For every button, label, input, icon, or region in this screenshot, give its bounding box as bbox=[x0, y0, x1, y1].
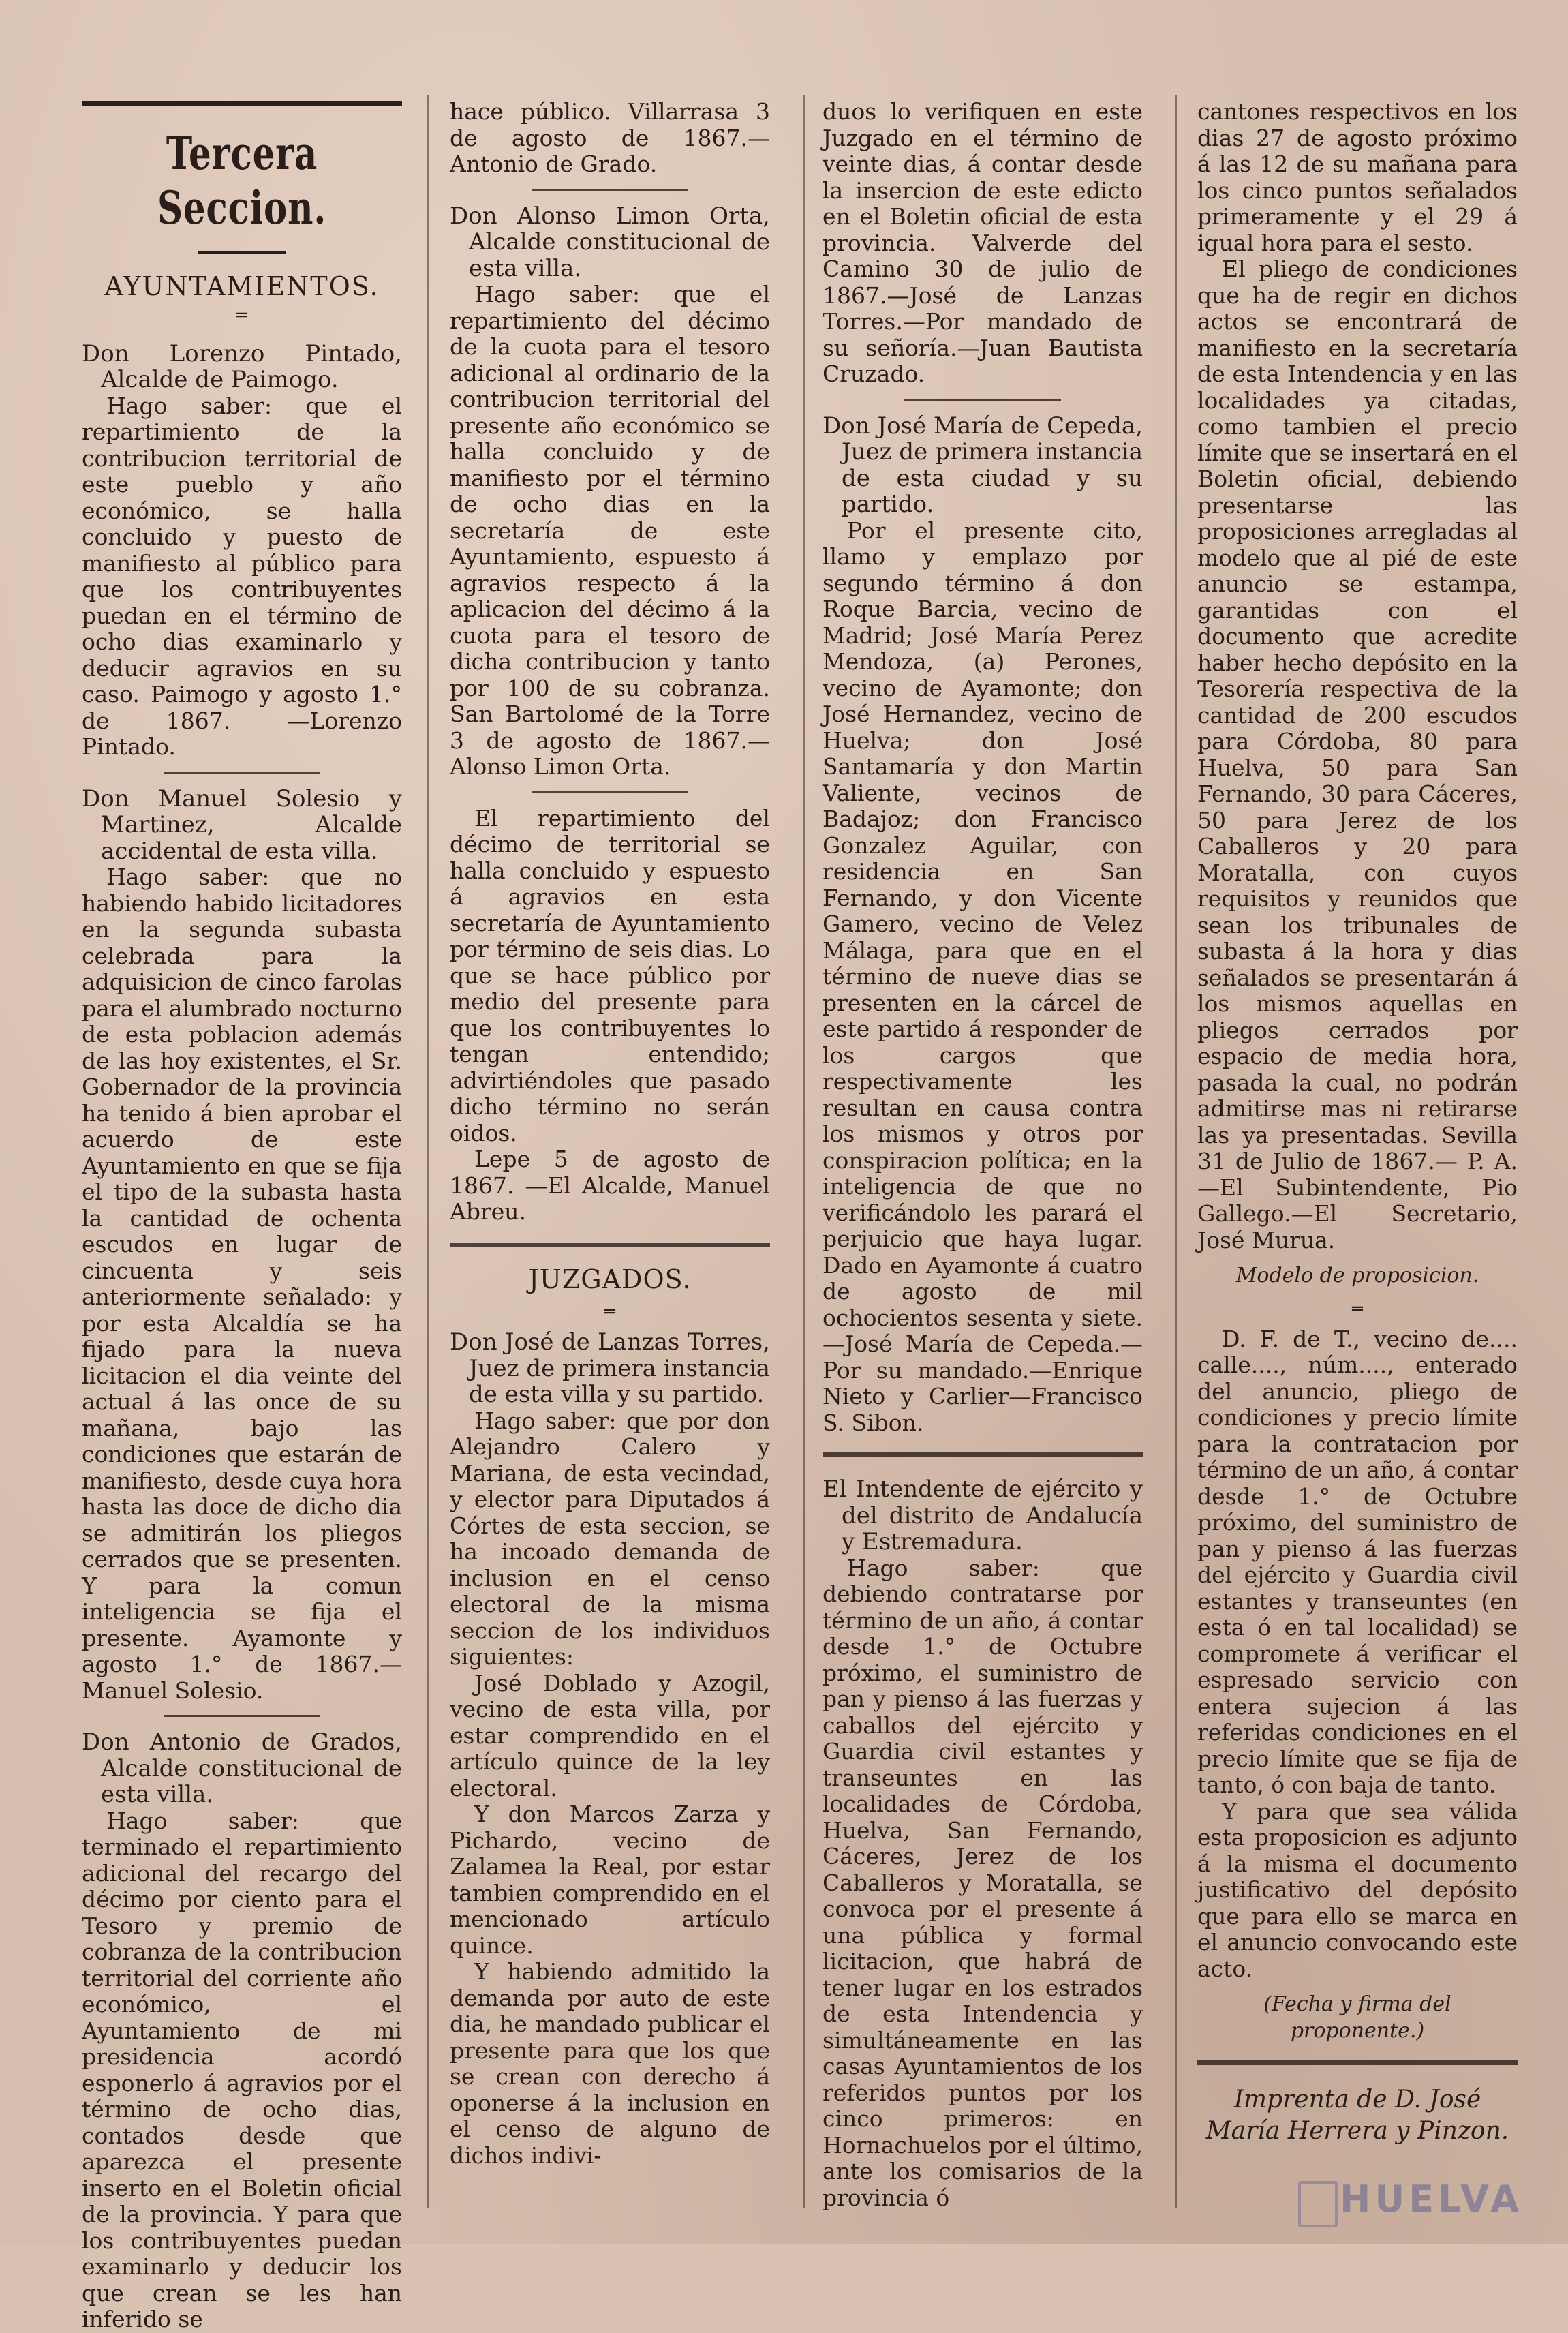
notice-body: Y don Marcos Zarza y Pichardo, vecino de Zalamea la Real, por estar tambien comprendido en el mencionado artículo quince. bbox=[450, 1801, 770, 1959]
ornament-mark: ═ bbox=[236, 305, 247, 326]
notice-heading: El Intendente de ejército y del distrito de Andalucía y Estremadura. bbox=[823, 1476, 1143, 1555]
signature-line: (Fecha y firma del proponente.) bbox=[1263, 1992, 1451, 2043]
juzgados-title: JUZGADOS. bbox=[528, 1264, 692, 1294]
notice-separator bbox=[164, 772, 320, 774]
library-stamp: HUELVA bbox=[1340, 2178, 1523, 2221]
column-rule bbox=[803, 95, 805, 2208]
notice-continuation: cantones respectivos en los dias 27 de agosto próximo á las 12 de su mañana para los cinco puntos señalados primeramente y el 29 á igual hora para el sesto. bbox=[1197, 98, 1518, 256]
notice-body: Y habiendo admitido la demanda por auto de este dia, he mandado publicar el presente para que los que se crean con derecho á oponerse á la inclusion en el censo de alguno de dichos indivi- bbox=[450, 1958, 770, 2169]
column-4 bbox=[1197, 99, 1518, 2147]
column-1 bbox=[82, 99, 402, 2333]
notice-continuation: duos lo verifiquen en este Juzgado en el término de veinte dias, á contar desde la insercion de este edicto en el Boletin oficial de esta provincia. Valverde del Camino 30 de julio de 1867.—José de Lanzas Torres.—Por mandado de su señoría.—Juan Bautista Cruzado. bbox=[823, 98, 1143, 387]
notice-continuation: hace público. Villarrasa 3 de agosto de 1867.—Antonio de Grado. bbox=[450, 98, 770, 177]
notice-heading: Don Antonio de Grados, Alcalde constitucional de esta villa. bbox=[82, 1728, 402, 1808]
notice-heading: Don Alonso Limon Orta, Alcalde constitucional de esta villa. bbox=[450, 202, 770, 282]
notice-body: El repartimiento del décimo de territorial se halla concluido y espuesto á agravios en esta secretaría de Ayuntamiento por término de seis dias. Lo que se hace público por medio del presente para que los contribuyentes lo tengan entendido; advirtiéndoles que pasado dicho término no serán oidos. bbox=[450, 804, 770, 1146]
notice-heading: Don Manuel Solesio y Martinez, Alcalde accidental de esta villa. bbox=[82, 784, 402, 865]
notice-body: Hago saber: que el repartimiento de la contribucion territorial de este pueblo y año económico, se halla concluido y puesto de manifiesto al público para que los contribuyentes puedan en el término de ocho dias examinarlo y deducir agravios en su caso. Paimogo y agosto 1.° de 1867. —Lorenzo Pintado. bbox=[82, 392, 402, 760]
column-2 bbox=[450, 99, 770, 2169]
notice-body: Hago saber: que terminado el repartimiento adicional del recargo del décimo por ciento para el Tesoro y premio de cobranza de la contribucion territorial del corriente año económico, el Ayuntamiento de mi presidencia acordó esponerlo á agravios por el término de ocho dias, contados desde que aparezca el presente inserto en el Boletin oficial de la provincia. Y para que los contribuyentes puedan examinarlo y deducir los que crean se les han inferido se bbox=[82, 1807, 402, 2332]
ornament-mark: ═ bbox=[1352, 1298, 1363, 1320]
notice-heading: Don José María de Cepeda, Juez de primera instancia de esta ciudad y su partido. bbox=[823, 412, 1143, 518]
notice-body: Hago saber: que no habiendo habido licitadores en la segunda subasta celebrada para la adquisicion de cinco farolas para el alumbrado nocturno de esta poblacion además de las hoy existentes, el Sr. Gobernador de la provincia ha tenido á bien aprobar el acuerdo de este Ayuntamiento en que se fija el tipo de la subasta hasta la cantidad de ochenta escudos en lugar de cincuenta y seis anteriormente señalado: y por esta Alcaldía se ha fijado para la nueva licitacion el dia veinte del actual á las once de su mañana, bajo las condiciones que estarán de manifiesto, desde cuya hora hasta las doce de dicho dia se admitirán los pliegos cerrados que se presenten. Y para la comun inteligencia se fija el presente. Ayamonte y agosto 1.° de 1867.—Manuel Solesio. bbox=[82, 864, 402, 1704]
notice-body: El pliego de condiciones que ha de regir en dichos actos se encontrará de manifiesto en la secretaría de esta Intendencia y en las localidades ya citadas, como tambien el precio límite que se insertará en el Boletin oficial, debiendo presentarse las proposiciones arregladas al modelo que al pié de este anuncio se estampa, garantidas con el documento que acredite haber hecho depósito en la Tesorería respectiva de la cantidad de 200 escudos para Córdoba, 80 para Huelva, 50 para San Fernando, 30 para Cáceres, 50 para Jerez de los Caballeros y 20 para Moratalla, con cuyos requisitos y reunidos que sean los tribunales de subasta á la hora y dias señalados se presentarán á los mismos aquellas en pliegos cerrados por espacio de media hora, pasada la cual, no podrán admitirse mas ni retirarse las ya presentadas. Sevilla 31 de Julio de 1867.— P. A.—El Subintendente, Pio Gallego.—El Secretario, José Murua. bbox=[1197, 256, 1518, 1253]
column-3 bbox=[823, 99, 1143, 2211]
section-separator bbox=[823, 1452, 1143, 1457]
section-title: Tercera Seccion. bbox=[157, 127, 327, 234]
model-body: D. F. de T., vecino de.... calle...., núm...., enterado del anuncio, pliego de condiciones y precio límite para la contratacion por término de un año, á contar desde 1.° de Octubre próximo, del suministro de pan y pienso á las fuerzas del ejército y Guardia civil estantes y transeuntes (en esta ó en tal localidad) se compromete á verificar el espresado servicio con entera sujecion á las referidas condiciones en el precio límite que se fija de tanto, ó con baja de tanto. bbox=[1197, 1325, 1518, 1798]
notice-body: Hago saber: que el repartimiento del décimo de la cuota para el tesoro adicional al ordinario de la contribucion territorial del presente año económico se halla concluido y de manifiesto por el término de ocho dias en la secretaría de este Ayuntamiento, espuesto á agravios respecto á la aplicacion del décimo á la cuota para el tesoro de dicha contribucion y tanto por 100 de su cobranza. San Bartolomé de la Torre 3 de agosto de 1867.—Alonso Limon Orta. bbox=[450, 281, 770, 780]
notice-body: Por el presente cito, llamo y emplazo por segundo término á don Roque Barcia, vecino de Madrid; José María Perez Mendoza, (a) Perones, vecino de Ayamonte; don José Hernandez, vecino de Huelva; don José Santamaría y don Martin Valiente, vecinos de Badajoz; don Francisco Gonzalez Aguilar, con residencia en San Fernando, y don Vicente Gamero, vecino de Velez Málaga, para que en el término de nueve dias se presenten en la cárcel de este partido á responder de los cargos que respectivamente les resultan en causa contra los mismos y otros por conspiracion política; en la inteligencia de que no verificándolo les parará el perjuicio que haya lugar. Dado en Ayamonte á cuatro de agosto de mil ochocientos sesenta y siete. —José María de Cepeda.— Por su mandado.—Enrique Nieto y Carlier—Francisco S. Sibon. bbox=[823, 517, 1143, 1436]
notice-separator bbox=[532, 189, 688, 191]
notice-body: Hago saber: que por don Alejandro Calero y Mariana, de esta vecindad, y elector para Diputados á Córtes de esta seccion, se ha incoado demanda de inclusion en el censo electoral de la misma seccion de los individuos siguientes: bbox=[450, 1407, 770, 1670]
notice-heading: Don José de Lanzas Torres, Juez de primera instancia de esta villa y su partido. bbox=[450, 1328, 770, 1408]
notice-signature: Lepe 5 de agosto de 1867. —El Alcalde, Manuel Abreu. bbox=[450, 1146, 770, 1225]
printer-imprint: Imprenta de D. José María Herrera y Pinzon. bbox=[1205, 2086, 1509, 2145]
notice-body: Hago saber: que debiendo contratarse por término de un año, á contar desde 1.° de Octubre próximo, el suministro de pan y pienso á las fuerzas y caballos del ejército y Guardia civil estantes y transeuntes en las localidades de Córdoba, Huelva, San Fernando, Cáceres, Jerez de los Caballeros y Moratalla, se convoca por el presente á una pública y formal licitacion, que habrá de tener lugar en los estrados de esta Intendencia y simultáneamente en las casas Ayuntamientos de los referidos puntos por los cinco primeros: en Hornachuelos por el último, ante los comisarios de la provincia ó bbox=[823, 1554, 1143, 2211]
ornament-mark: ═ bbox=[604, 1302, 615, 1322]
notice-separator bbox=[532, 791, 688, 793]
notice-body: José Doblado y Azogil, vecino de esta villa, por estar comprendido en el artículo quince de la ley electoral. bbox=[450, 1669, 770, 1801]
section-separator bbox=[450, 1243, 770, 1247]
notice-separator bbox=[164, 1715, 320, 1717]
ornament-divider bbox=[82, 238, 402, 264]
notice-heading: Don Lorenzo Pintado, Alcalde de Paimogo. bbox=[82, 339, 402, 393]
section-subtitle: AYUNTAMIENTOS. bbox=[104, 271, 380, 301]
model-body: Y para que sea válida esta proposicion es adjunto á la misma el documento justificativo del depósito que para ello se marca en el anuncio convocando este acto. bbox=[1197, 1797, 1518, 1982]
section-separator bbox=[1197, 2060, 1518, 2065]
column-rule bbox=[1175, 95, 1177, 2208]
notice-separator bbox=[904, 399, 1061, 401]
model-title: Modelo de proposicion. bbox=[1235, 1264, 1479, 1287]
column-rule bbox=[427, 95, 429, 2208]
